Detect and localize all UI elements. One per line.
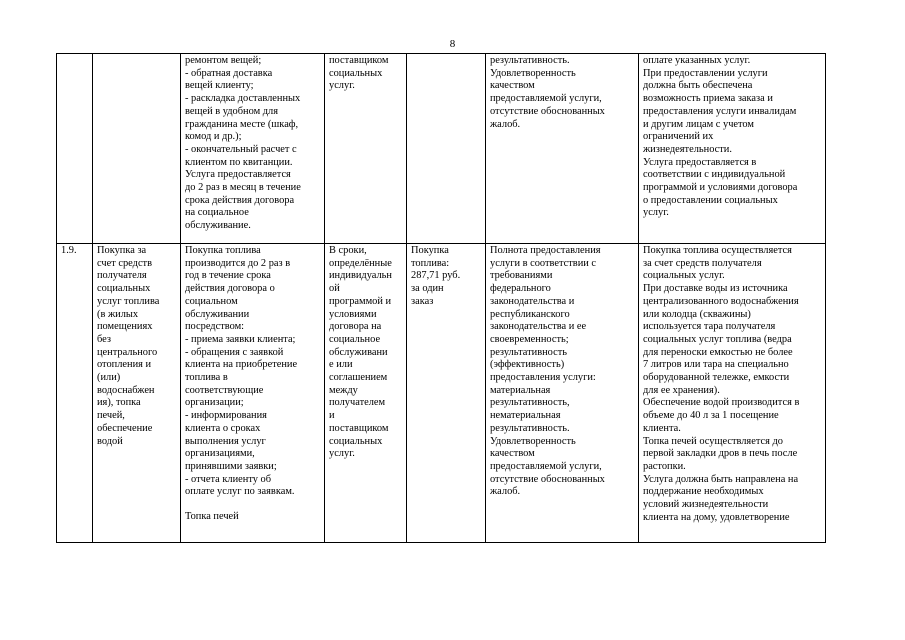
cell-line: республиканского [490,308,570,320]
cell-line: услуг топлива [97,295,160,307]
cell-line: используется тара получателя [643,321,776,333]
cell-quality-indicators [486,244,639,543]
cell-line: - обращения с заявкой [185,346,284,358]
cell-line: условий жизнедеятельности [643,499,769,511]
cell-line: - раскладка доставленных [185,93,301,105]
cell-line: Покупка за [97,245,147,256]
cell-line: (в жилых [97,308,139,320]
cell-tariff [407,244,486,543]
cell-line: отопления и [97,359,152,371]
cell-line: ограничений их [643,131,714,143]
cell-service-terms [325,54,407,244]
cell-line: год в течение срока [185,270,271,282]
cell-line: Обеспечение водой производится в [643,397,800,409]
cell-line: жалоб. [490,486,521,498]
cell-line: оплате указанных услуг. [643,55,751,66]
cell-line: 287,71 руб. [411,270,461,282]
cell-line: между [329,384,358,396]
cell-line: Покупка [411,245,449,256]
cell-line: печей, [97,410,125,422]
cell-line: программой и условиями договора [643,182,798,194]
cell-line: для переноски емкостью не более [643,346,793,358]
cell-line [185,499,320,511]
cell-line: гражданина месте (шкаф, [185,118,299,130]
cell-line: предоставления услуги: [490,372,596,384]
cell-line: - информирования [185,410,267,422]
cell-service-content [181,244,325,543]
cell-line: поддержание необходимых [643,486,764,498]
cell-line: обслуживани [329,346,388,358]
cell-line: материальная [490,384,551,396]
cell-line: централизованного водоснабжения [643,295,799,307]
cell-line: результативность [490,346,568,358]
cell-line: результативность. [490,55,570,66]
cell-line: - отчета клиенту об [185,473,272,485]
cell-line: - окончательный расчет с [185,143,297,155]
cell-line: клиента на дому, удовлетворение [643,511,790,523]
cell-line: ой [329,283,340,295]
cell-line: федерального [490,283,551,295]
cell-line: е или [329,359,353,371]
cell-number [57,54,93,244]
page-number: 8 [449,38,456,50]
cell-service-content [181,54,325,244]
cell-line: первой закладки дров в печь после [643,448,798,460]
cell-line: требованиями [490,270,553,282]
table-row [57,54,826,244]
cell-line: о предоставлении социальных [643,194,778,206]
cell-line: результативность. [490,422,570,434]
cell-line: выполнения услуг [185,435,266,447]
cell-line: жалоб. [490,118,521,130]
cell-line: объеме до 40 л за 1 посещение [643,410,779,422]
cell-line: социальном [185,295,238,307]
cell-line: законодательства и ее [490,321,587,333]
cell-line: предоставляемой услуги, [490,93,602,105]
cell-service-name [93,54,181,244]
cell-line: - приема заявки клиента; [185,333,296,345]
cell-line: социальных [329,67,383,79]
cell-line: центрального [97,346,158,358]
cell-service-name [93,244,181,543]
cell-line: Услуга предоставляется [185,169,291,181]
cell-line: клиента о сроках [185,422,261,434]
cell-line: определённые [329,257,392,269]
cell-line: или колодца (скважины) [643,308,751,320]
cell-line: При доставке воды из источника [643,283,788,295]
cell-line: предоставления услуги инвалидам [643,105,797,117]
cell-line: заказ [411,295,434,307]
cell-line: принявшими заявки; [185,460,277,472]
cell-line: В сроки, [329,245,367,256]
cell-quality-indicators [486,54,639,244]
cell-line: вещей в удобном для [185,105,279,117]
cell-line: условиями [329,308,377,320]
cell-line: оборудованной тележке, емкости [643,372,790,384]
cell-line: обеспечение [97,422,153,434]
cell-line: качеством [490,448,535,460]
cell-service-terms [325,244,407,543]
cell-line: ремонтом вещей; [185,55,262,66]
cell-line: растопки. [643,460,686,472]
cell-line: нематериальная [490,410,561,422]
cell-line: клиентом по квитанции. [185,156,293,168]
cell-line: без [97,333,111,345]
cell-line: программой и [329,295,392,307]
cell-line: возможность приема заказа и [643,93,773,105]
cell-line: отсутствие обоснованных [490,473,605,485]
cell-line: Покупка топлива осуществляется [643,245,792,256]
cell-line: договора на [329,321,382,333]
cell-line: поставщиком [329,55,389,66]
cell-line: водой [97,435,123,447]
cell-line: индивидуальн [329,270,392,282]
cell-line: социальных [97,283,151,295]
cell-line: и другим лицам с учетом [643,118,755,130]
table-row [57,244,826,543]
cell-line: и [329,410,335,422]
cell-line: Топка печей [185,511,239,523]
cell-conditions [639,244,826,543]
cell-line: действия договора о [185,283,275,295]
cell-line: должна быть обеспечена [643,80,753,92]
cell-line: производится до 2 раз в [185,257,291,269]
cell-line: законодательства и [490,295,575,307]
cell-line: за один [411,283,444,295]
cell-line: При предоставлении услуги [643,67,768,79]
cell-line: социальное [329,333,381,345]
cell-line: помещениях [97,321,153,333]
cell-line: соответствии с индивидуальной [643,169,786,181]
cell-line: вещей клиенту; [185,80,254,92]
cell-line: Топка печей осуществляется до [643,435,783,447]
cell-line: Покупка топлива [185,245,261,256]
cell-line: Услуга должна быть направлена на [643,473,799,485]
cell-line: услуг. [643,207,669,219]
cell-line: Удовлетворенность [490,435,576,447]
cell-line: соответствующие [185,384,264,396]
cell-line: получателя [97,270,147,282]
cell-line: Полнота предоставления [490,245,601,256]
cell-line: счет средств [97,257,153,269]
cell-line: социальных услуг топлива (ведра [643,333,792,345]
cell-line: ия), топка [97,397,141,409]
cell-line: качеством [490,80,535,92]
cell-line: клиента. [643,422,681,434]
cell-line: услуг. [329,448,355,460]
cell-line: социальных услуг. [643,270,725,282]
cell-line: топлива в [185,372,228,384]
cell-line: услуг. [329,80,355,92]
cell-line: результативность, [490,397,570,409]
cell-line: обслуживании [185,308,250,320]
cell-line: (эффективность) [490,359,565,371]
cell-line: клиента на приобретение [185,359,298,371]
cell-line: для ее хранения). [643,384,720,396]
cell-line: срока действия договора [185,194,295,206]
cell-number [57,244,93,543]
cell-line: организации; [185,397,244,409]
cell-line: организациями, [185,448,255,460]
cell-line: топлива: [411,257,450,269]
cell-line: за счет средств получателя [643,257,762,269]
cell-line: посредством: [185,321,245,333]
cell-line: до 2 раз в месяц в течение [185,182,301,194]
cell-line: поставщиком [329,422,389,434]
cell-conditions [639,54,826,244]
services-table [56,53,826,543]
cell-line: 1.9. [61,245,77,256]
cell-line: оплате услуг по заявкам. [185,486,295,498]
cell-line: услуги в соответствии с [490,257,597,269]
cell-line: отсутствие обоснованных [490,105,605,117]
cell-line: Удовлетворенность [490,67,576,79]
cell-line: жизнедеятельности. [643,143,732,155]
cell-line: на социальное [185,207,249,219]
cell-line: 7 литров или тара на специально [643,359,789,371]
cell-line: предоставляемой услуги, [490,460,602,472]
cell-line: (или) [97,372,121,384]
cell-line: обслуживание. [185,220,251,232]
cell-line: - обратная доставка [185,67,273,79]
cell-tariff [407,54,486,244]
cell-line: социальных [329,435,383,447]
cell-line: водоснабжен [97,384,155,396]
cell-line: своевременность; [490,333,569,345]
cell-line: получателем [329,397,386,409]
cell-line: Услуга предоставляется в [643,156,757,168]
cell-line: комод и др.); [185,131,242,143]
cell-line: соглашением [329,372,388,384]
